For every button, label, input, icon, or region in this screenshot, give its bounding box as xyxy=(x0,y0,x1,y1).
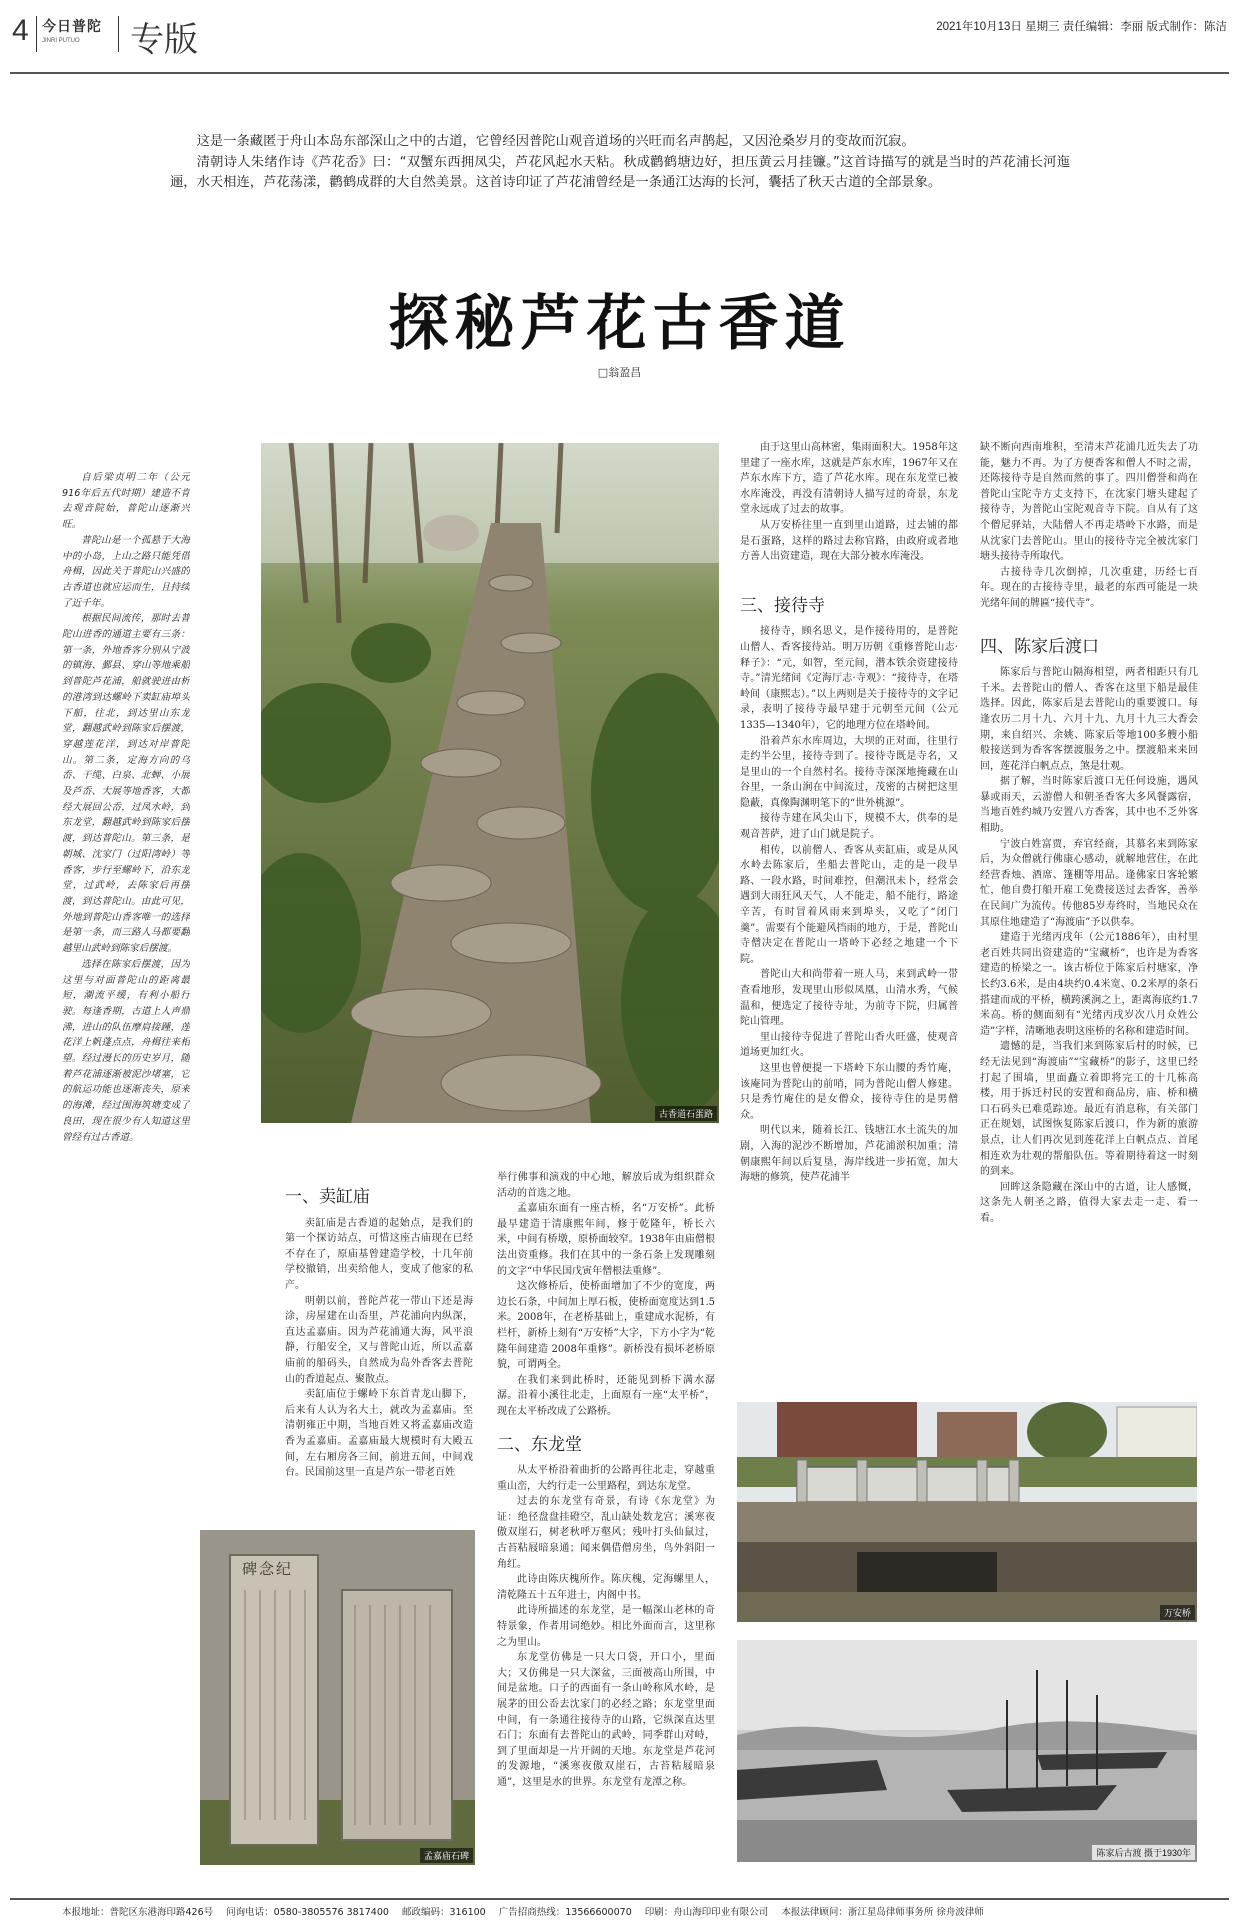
stele-image xyxy=(200,1530,475,1865)
section-title: 专版 xyxy=(130,20,198,60)
masthead-divider-1 xyxy=(36,16,37,52)
photo-bridge xyxy=(737,1402,1197,1622)
sidebar-paragraph: 根据民间流传，那时去普陀山进香的通道主要有三条：第一条，外地香客分别从宁波的镇海、鄞县、穿山等地乘船到普陀芦花浦，船就驶进由析的港湾到达螺岭下卖缸庙埠头下船，往北，到达里山东龙堂，翻越武岭到陈家后摆渡，穿越莲花洋，到达对岸普陀山。第二条，定海方向的乌岙、干缆、白泉、北蝉、小展及芦岙、大展等地香客，大都经大展回公岙，过凤水岭，到东龙堂，翻越武岭到陈家后摆渡，到达普陀山。第三条，是朝城、沈家门（过阳湾岭）等香客，步行至螺岭下，沿东龙堂，过武岭，去陈家后再摆渡，到达普陀山。由此可见，外地到普陀山香客唯一的选择是第一条，而三路人马都要翻越里山武岭到陈家后摆渡。 xyxy=(62,613,190,955)
section-paragraph: 遗憾的是，当我们来到陈家后村的时候，已经无法见到“海渡庙”“宝藏桥”的影子，这里已经打起了围墙，里面矗立着即将完工的十几栋高楼，用于拆迁村民的安置和商品房，庙、桥和横口石码头已难觅踪迹。最近有消息称，有关部门正在规划，试图恢复陈家后渡口，作为新的旅游景点，让人们再次见到莲花洋上白帆点点、首尾相连欢为壮观的帮船队伍。等着期待着这一时刻的到来。 xyxy=(980,1041,1198,1178)
footer-phone: 问询电话：0580-3805576 3817400 xyxy=(226,1907,389,1918)
section-heading: 二、东龙堂 xyxy=(497,1434,582,1455)
column-3 xyxy=(497,1170,715,1865)
page-number: 4 xyxy=(12,14,29,47)
stone-path-image xyxy=(261,443,719,1123)
section-paragraph: 在我们来到此桥时，还能见到桥下满水潺潺。沿着小溪往北走，上面原有一座“太平桥”，现在太平桥改成了公路桥。 xyxy=(497,1374,715,1417)
section-paragraph: 建造于光绪丙戌年（公元1886年），由村里老百姓共同出资建造的“宝藏桥”，也许是为香客建造的桥梁之一。该古桥位于陈家后村塘家，净长约3.6米，是由4块约0.4米宽、0.2米厚的条石搭建而成的平桥，横跨溪涧之上，距离海底约1.7米高。桥的侧面刻有“光绪丙戌岁次八月众姓公造”字样，清晰地表明这座桥的名称和建造时间。 xyxy=(980,932,1198,1037)
masthead-rule xyxy=(10,72,1229,74)
section-paragraph: 接待寺建在风尖山下，规模不大，供奉的是观音菩萨，进了山门就是院子。 xyxy=(740,813,958,841)
section-paragraph: 陈家后与普陀山隔海相望，两者相距只有几千米。去普陀山的僧人、香客在这里下船是最佳选择。因此，陈家后是去普陀山的重要渡口。每逢农历二月十九、六月十九、九月十九三大香会期，来自绍兴、余姚、陈家后等地100多艘小船般接送到为香客客摆渡服务之中。摆渡船来来回回，莲花洋白帆点点，煞是壮观。 xyxy=(980,667,1198,772)
section-paragraph: 明朝以前，普陀芦花一带山下还是海涂，房屋建在山岙里，芦花浦向内纵深，直达孟嘉庙。因为芦花浦通大海，风平浪静，行船安全，又与普陀山近，所以孟嘉庙前的船码头，自然成为岛外香客去普陀山的香道起点、聚散点。 xyxy=(285,1295,473,1385)
section-heading: 四、陈家后渡口 xyxy=(980,636,1099,657)
bridge-image xyxy=(737,1402,1197,1622)
date-line: 2021年10月13日 星期三 责任编辑：李丽 版式制作：陈洁 xyxy=(936,21,1227,33)
section-paragraph: 此诗由陈庆槐所作。陈庆槐，定海螺里人，清乾隆五十五年进士，内阁中书。 xyxy=(497,1574,715,1601)
section-paragraph: 从太平桥沿着曲折的公路再往北走，穿越重重山峦，大约行走一公里路程，到达东龙堂。 xyxy=(497,1465,715,1492)
footer-printer: 印刷：舟山海印印业有限公司 xyxy=(644,1907,769,1918)
footer-ad-line: 广告招商热线：13566600070 xyxy=(498,1907,632,1918)
sidebar-paragraph: 普陀山是一个孤悬于大海中的小岛，上山之路只能凭借舟楫，因此关于普陀山兴盛的古香道也就应运而生，且持续了近千年。 xyxy=(62,534,190,609)
footer-postcode: 邮政编码：316100 xyxy=(401,1907,486,1918)
section-paragraph: 里山接待寺促进了普陀山香火旺盛，使观音道场更加红火。 xyxy=(740,1031,958,1059)
paper-name: 今日普陀 xyxy=(42,19,102,35)
photo-stone-path xyxy=(261,443,719,1123)
section-paragraph: 普陀山大和尚带着一班人马，来到武岭一带查看地形，发现里山形似凤凰，山清水秀，气候温和，便选定了接待寺址，为前寺下院，归属普陀山管理。 xyxy=(740,969,958,1028)
sidebar-paragraph: 自后梁贞明二年（公元916年后五代时期）建造不肯去观音院始，普陀山逐渐兴旺。 xyxy=(62,472,190,531)
section-heading: 一、卖缸庙 xyxy=(285,1187,370,1207)
section-paragraph: 古接待寺几次倒掉，几次重建，历经七百年。现在的古接待寺里，最老的东西可能是一块光绪年间的牌匾“接代寺”。 xyxy=(980,566,1198,609)
paper-pinyin: JINRI PUTUO xyxy=(42,38,80,44)
footer-legal: 本报法律顾问：浙江星岛律师事务所 徐舟波律师 xyxy=(781,1907,984,1918)
section-paragraph: 这里也曾便提一下塔岭下东山腰的秀竹庵，该庵同为普陀山的前哨，同为普陀山僧人修建。只是秀竹庵住的是女僧众，接待寺住的是男僧众。 xyxy=(740,1062,958,1121)
photo-caption: 陈家后古渡 摄于1930年 xyxy=(1092,1845,1195,1860)
column-4 xyxy=(740,440,958,1435)
paper-logo xyxy=(42,16,114,44)
harbor-image xyxy=(737,1640,1197,1862)
section-paragraph: 卖缸庙位于螺岭下东首青龙山脚下，后来有人认为名大土，就改为孟嘉庙。至清朝雍正中期，当地百姓又将孟嘉庙改造香为孟嘉庙。孟嘉庙最大规模时有大殿五间，左右厢房各三间，前进五间，中间戏台。民国前这里一直是芦东一带老百姓 xyxy=(285,1389,473,1479)
section-paragraph: 由于这里山高林密，集雨面积大。1958年这里建了一座水库，这就是芦东水库，1967年又在芦东水库下方，造了芦花水库。现在东龙堂已被水库淹没，再没有清朝诗人描写过的奇景，东龙堂永远成了过去的故事。 xyxy=(740,442,958,516)
section-paragraph: 过去的东龙堂有奇景，有诗《东龙堂》为证：绝径盘盘挂磴空，乱山缺处数龙宫；溪寒夜傲双崖石，树老秋呼万壑风；残叶打头仙鼠过，古苔粘屐暗泉通；闻来偶借僧房坐，鸟外斜阳一角红。 xyxy=(497,1496,715,1570)
footer-address: 本报地址：普陀区东港海印路426号 xyxy=(62,1907,214,1918)
section-paragraph: 举行佛事和演戏的中心地，解放后成为组织群众活动的首选之地。 xyxy=(497,1172,715,1199)
section-paragraph: 这次修桥后，使桥面增加了不少的宽度，两边长石条，中间加上厚石板，使桥面宽度达到1.5米。2008年，在老桥基础上，重建成水泥桥，有栏杆，新桥上刻有“万安桥”大字，下方小字为“乾隆年间建造 2008年重修”。新桥没有损坏老桥原貌，可谓两全。 xyxy=(497,1281,715,1371)
masthead xyxy=(0,0,1239,75)
section-paragraph: 东龙堂仿佛是一只大口袋，开口小，里面大；又仿佛是一只大深盆，三面被高山所围，中间是盆地。口子的西面有一条山岭称风水岭，是展茅的田公岙去沈家门的必经之路；东龙堂里面中间，有一条通往接待寺的山路，它纵深直达里石门；东面有去普陀山的武岭，同季群山对峙，到了里面却是一片开阔的天地。东龙堂是芦花河的发源地，“溪寒夜傲双崖石，古苔粘屐暗泉通”，这里是水的世界。东龙堂有龙潭之称。 xyxy=(497,1652,715,1788)
sidebar-column xyxy=(62,470,190,1610)
section-paragraph: 缺不断向西南堆积，至清末芦花浦几近失去了功能，魅力不再。为了方便香客和僧人不时之需，还陈接待寺是自然而然的事了。四川僧誉和尚在普陀山宝陀寺方丈支持下，在沈家门塘头建起了接待寺，为普陀山宝陀观音寺下院。自从有了这个僧尼驿站，大陆僧人不再走塔岭下水路，而是从沈家门去普陀山。里山的接待寺完全被沈家门塘头接待寺所取代。 xyxy=(980,442,1198,563)
section-paragraph: 孟嘉庙东面有一座古桥，名“万安桥”。此桥最早建造于清康熙年间，修于乾隆年，桥长六米，中间有桥墩，原桥面较窄。1938年由庙僧根法出资重修。我们在其中的一条石条上发现雕刻的文字“中华民国戊寅年僧根法重修”。 xyxy=(497,1203,715,1277)
footer xyxy=(62,1904,1222,1918)
photo-caption: 万安桥 xyxy=(1160,1605,1195,1620)
intro xyxy=(170,132,1070,194)
footer-rule xyxy=(10,1898,1229,1900)
section-paragraph: 接待寺，顾名思义，是作接待用的，是普陀山僧人、香客接待站。明万历朝《重修普陀山志·释子》：“元，如智，至元间，潜本铁余资建接待寺。”清光绪间《定海厅志·寺观》：“接待寺，在塔岭间（康熙志）。”以上两则是关于接待寺的文字记录，表明了接待寺最早建于元朝至元间（公元1335—1340年），它的地理方位在塔岭间。 xyxy=(740,626,958,731)
stele-title: 碑念纪 xyxy=(242,1560,294,1578)
section-paragraph: 从万安桥往里一直到里山道路，过去铺的都是石蛋路，这样的路过去称官路，由政府或者地方善人出资建造，现在大部分被水库淹没。 xyxy=(740,519,958,563)
section-paragraph: 相传，以前僧人、香客从卖缸庙，或是从风水岭去陈家后，坐船去普陀山，走的是一段旱路、一段水路，时间难控，但潮汛未卜，经常会遇到大雨狂风天气，人不能走，船不能行，路途辛苦，有时冒着风雨来到埠头，又吃了“闭门羹”。需要有个能避风挡雨的地方，于是，普陀山寺僧决定在普陀山一塔岭下必经之地建一个下院。 xyxy=(740,844,958,965)
section-paragraph: 明代以来，随着长江、钱塘江水土流失的加剧，入海的泥沙不断增加，芦花浦淤积加重；清朝康熙年间以后复垦，海岸线进一步拓宽，加大海塘的修筑，使芦花浦半 xyxy=(740,1125,958,1184)
photo-caption: 孟嘉庙石碑 xyxy=(420,1848,473,1863)
section-paragraph: 据了解，当时陈家后渡口无任何设施，遇风暴或雨天，云游僧人和朝圣香客大多风餐露宿，当地百姓约城乃安置八方香客，其中也不乏外客相助。 xyxy=(980,776,1198,835)
section-paragraph: 卖缸庙是古香道的起始点，是我们的第一个探访站点，可惜这座古庙现在已经不存在了，原庙基曾建造学校，十几年前学校撤销，出卖给他人，变成了他家的私产。 xyxy=(285,1217,473,1291)
masthead-divider-2 xyxy=(118,16,119,52)
photo-harbor xyxy=(737,1640,1197,1862)
section-paragraph: 沿着芦东水库周边，大坝的正对面，往里行走约半公里，接待寺到了。接待寺既是寺名，又是里山的一个自然村名。接待寺深深地掩藏在山谷里，一条山涧在中间流过，茂密的古树把这里隐蔽，真像陶渊明笔下的“世外桃源”。 xyxy=(740,735,958,809)
sidebar-paragraph: 选择在陈家后摆渡，因为这里与对面普陀山的距离最短，潮流平缓，有利小船行驶。每逢香期，古道上人声鼎沸，进山的队伍摩肩接踵，莲花洋上帆蓬点点，舟楫往来相望。经过漫长的历史岁月，随着芦花浦逐渐被泥沙堵塞，它的航运功能也逐渐丧失，原来的海滩，经过围海筑塘变成了良田，现在很少有人知道这里曾经有过古香道。 xyxy=(62,958,190,1143)
section-heading: 三、接待寺 xyxy=(740,595,825,616)
section-paragraph: 此诗所描述的东龙堂，是一幅深山老林的奇特景象，作者用词绝妙。相比外面而言，这里称之为里山。 xyxy=(497,1605,715,1648)
headline: 探秘芦花古香道 xyxy=(388,289,851,359)
byline: □翁盈昌 xyxy=(597,366,642,379)
intro-paragraph: 清朝诗人朱绪作诗《芦花岙》曰：“双蟹东西拥凤尖，芦花风起水天粘。秋成鹳鹤塘边好，担压黄云月挂镰。”这首诗描写的就是当时的芦花浦长河迤逦，水天相连，芦花荡漾，鹳鹤成群的大自然美景。这首诗印证了芦花浦曾经是一条通江达海的长河，囊括了秋天古道的全部景象。 xyxy=(170,154,1070,190)
section-paragraph: 回眸这条隐藏在深山中的古道，让人感慨，这条先人朝圣之路，值得大家去走一走、看一看。 xyxy=(980,1181,1198,1224)
column-5 xyxy=(980,440,1198,1435)
section-paragraph: 宁波白姓富贾，弃官经商，其慕名来到陈家后，为众僧就行佛康心感动，就解地营住，在此经营香烛、酒席、篷棚等用品。逢佛家日客轮繁忙，他自费打船开雇工免费接送过去香客，善举在民间广为流传。传他85岁寿终时，当地民众在其原住地建造了“海渡庙”予以供奉。 xyxy=(980,838,1198,928)
photo-caption: 古香道石蛋路 xyxy=(655,1106,717,1121)
photo-stele xyxy=(200,1530,475,1865)
intro-paragraph: 这是一条藏匿于舟山本岛东部深山之中的古道，它曾经因普陀山观音道场的兴旺而名声鹊起，又因沧桑岁月的变故而沉寂。 xyxy=(196,134,915,149)
column-2 xyxy=(285,1180,473,1520)
